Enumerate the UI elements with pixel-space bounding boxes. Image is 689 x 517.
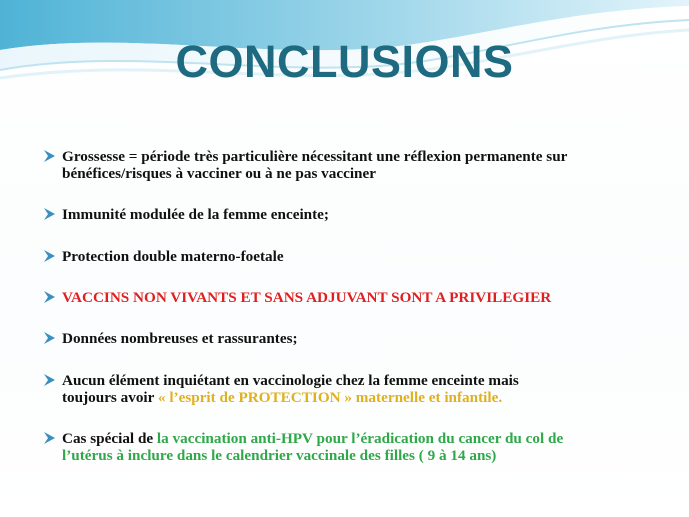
bullet-text-highlighted: « l’esprit de PROTECTION » maternelle et infantile.	[157, 389, 503, 406]
bullet-item-3	[44, 248, 654, 265]
bullet-text-continued: bénéfices/risques à vacciner ou à ne pas vacciner	[62, 165, 376, 182]
arrowhead-bullet-icon	[44, 332, 55, 344]
slide-title: CONCLUSIONS	[175, 36, 514, 87]
arrowhead-bullet-icon	[44, 150, 55, 162]
arrowhead-bullet-icon	[44, 250, 55, 262]
bullet-item-5	[44, 330, 654, 347]
bullet-text: Grossesse = période très particulière nécessitant une réflexion permanente sur	[62, 148, 568, 165]
bullet-item-1	[44, 148, 654, 182]
bullet-item-4	[44, 289, 654, 306]
bullet-item-7	[44, 430, 654, 464]
bullet-text-highlighted: la vaccination anti-HPV pour l’éradication du cancer du col de	[156, 430, 564, 447]
arrowhead-bullet-icon	[44, 374, 55, 386]
bullet-item-6	[44, 372, 654, 406]
bullet-text: Immunité modulée de la femme enceinte;	[62, 206, 329, 223]
bullet-text-highlighted: VACCINS NON VIVANTS ET SANS ADJUVANT SONT A PRIVILEGIER	[62, 289, 552, 306]
bullet-item-2	[44, 206, 654, 223]
bullet-text: Protection double materno-foetale	[62, 248, 284, 265]
arrowhead-bullet-icon	[44, 432, 55, 444]
bullet-text: Cas spécial de	[62, 430, 157, 447]
arrowhead-bullet-icon	[44, 291, 55, 303]
bullet-text: Aucun élément inquiétant en vaccinologie chez la femme enceinte mais	[62, 372, 519, 389]
bullet-text-continued: toujours avoir	[62, 389, 158, 406]
bullet-text-continued: l’utérus à inclure dans le calendrier vaccinale des filles ( 9 à 14 ans)	[62, 447, 497, 464]
arrowhead-bullet-icon	[44, 208, 55, 220]
bullet-text: Données nombreuses et rassurantes;	[62, 330, 298, 347]
